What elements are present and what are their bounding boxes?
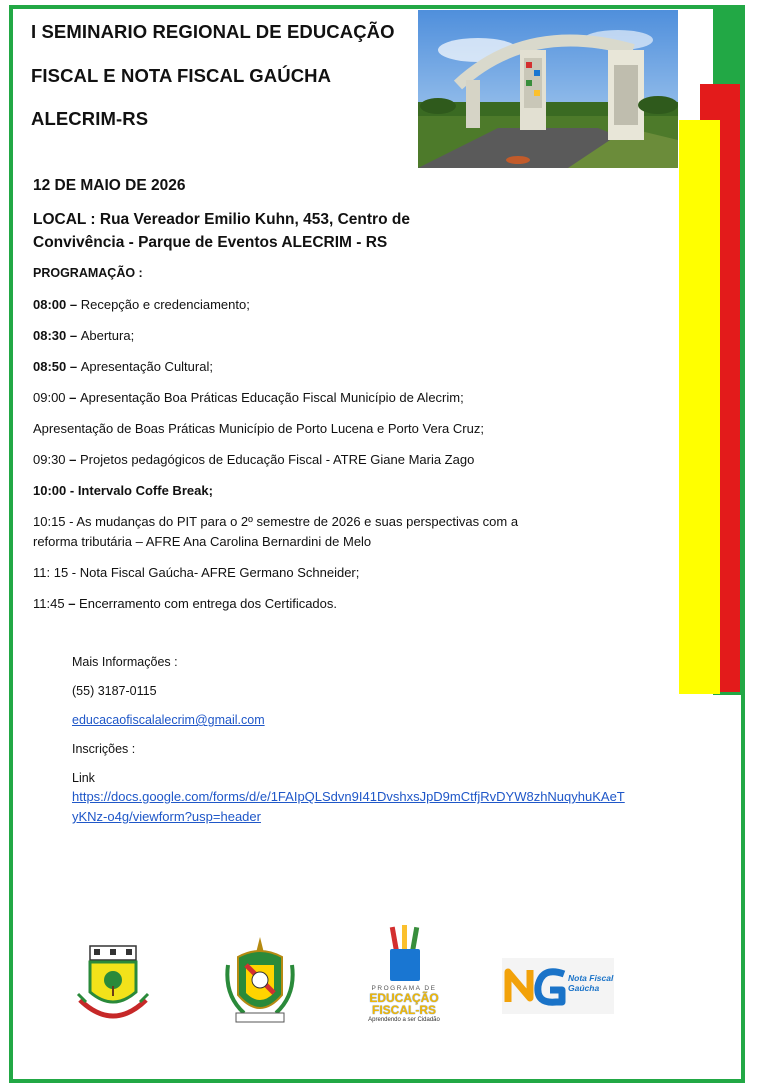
link-label: Link — [72, 771, 95, 785]
schedule-item: 10:15 - As mudanças do PIT para o 2º semestre de 2026 e suas perspectivas com a — [33, 514, 519, 529]
program-logo-line2: EDUCAÇÃO — [369, 991, 439, 1005]
program-logo-line1: PROGRAMA DE — [371, 985, 437, 992]
nfg-logo-line1: Nota Fiscal — [568, 973, 614, 983]
signup-label: Inscrições : — [72, 742, 136, 756]
schedule-item-continued: reforma tributária – AFRE Ana Carolina Bernardini de Melo — [33, 534, 372, 549]
rio-grande-do-sul-coat-of-arms-logo — [222, 935, 298, 1031]
event-location: LOCAL : Rua Vereador Emilio Kuhn, 453, Centro de Convivência - Parque de Eventos ALECRIM - RS — [33, 211, 410, 251]
signup-form-link-continued[interactable]: yKNz-o4g/viewform?usp=header — [72, 809, 261, 824]
more-info-label: Mais Informações : — [72, 655, 178, 669]
event-title-line3: ALECRIM-RS — [31, 108, 149, 129]
phone-number: (55) 3187-0115 — [72, 684, 157, 698]
schedule-item: 11: 15 - Nota Fiscal Gaúcha- AFRE Germano Schneider; — [33, 565, 360, 580]
email-link[interactable]: educacaofiscalalecrim@gmail.com — [72, 713, 265, 727]
event-title-line1: I SEMINARIO REGIONAL DE EDUCAÇÃO — [31, 21, 395, 42]
schedule-item: 08:30 – Abertura; — [33, 328, 135, 343]
schedule-item: Apresentação de Boas Práticas Município de Porto Lucena e Porto Vera Cruz; — [33, 421, 484, 436]
schedule-item: 11:45 – Encerramento com entrega dos Certificados. — [33, 596, 338, 611]
schedule-item-break: 10:00 - Intervalo Coffe Break; — [33, 483, 213, 498]
program-logo-tagline: Aprendendo a ser Cidadão — [368, 1017, 440, 1023]
event-title-line2: FISCAL E NOTA FISCAL GAÚCHA — [31, 65, 332, 86]
schedule-item: 09:00 – Apresentação Boa Práticas Educação Fiscal Município de Alecrim; — [33, 390, 464, 405]
educacao-fiscal-program-logo — [358, 925, 450, 1029]
flag-stripe-yellow — [679, 120, 720, 694]
event-date: 12 DE MAIO DE 2026 — [33, 177, 186, 194]
nfg-logo-line2: Gaúcha — [568, 983, 600, 993]
signup-form-link[interactable]: https://docs.google.com/forms/d/e/1FAIpQLSdvn9I41DvshxsJpD9mCtfjRvDYW8zhNuqyhuKAeT — [72, 789, 625, 804]
nota-fiscal-gaucha-logo — [502, 958, 614, 1014]
schedule-item: 08:00 – Recepção e credenciamento; — [33, 297, 250, 312]
schedule-item: 08:50 – Apresentação Cultural; — [33, 359, 213, 374]
entrance-arch-photo — [418, 10, 678, 168]
schedule-item: 09:30 – Projetos pedagógicos de Educação Fiscal - ATRE Giane Maria Zago — [33, 452, 475, 467]
alecrim-coat-of-arms-logo — [76, 940, 150, 1030]
program-heading: PROGRAMAÇÃO : — [33, 266, 143, 280]
program-logo-line3: FISCAL-RS — [372, 1003, 436, 1017]
